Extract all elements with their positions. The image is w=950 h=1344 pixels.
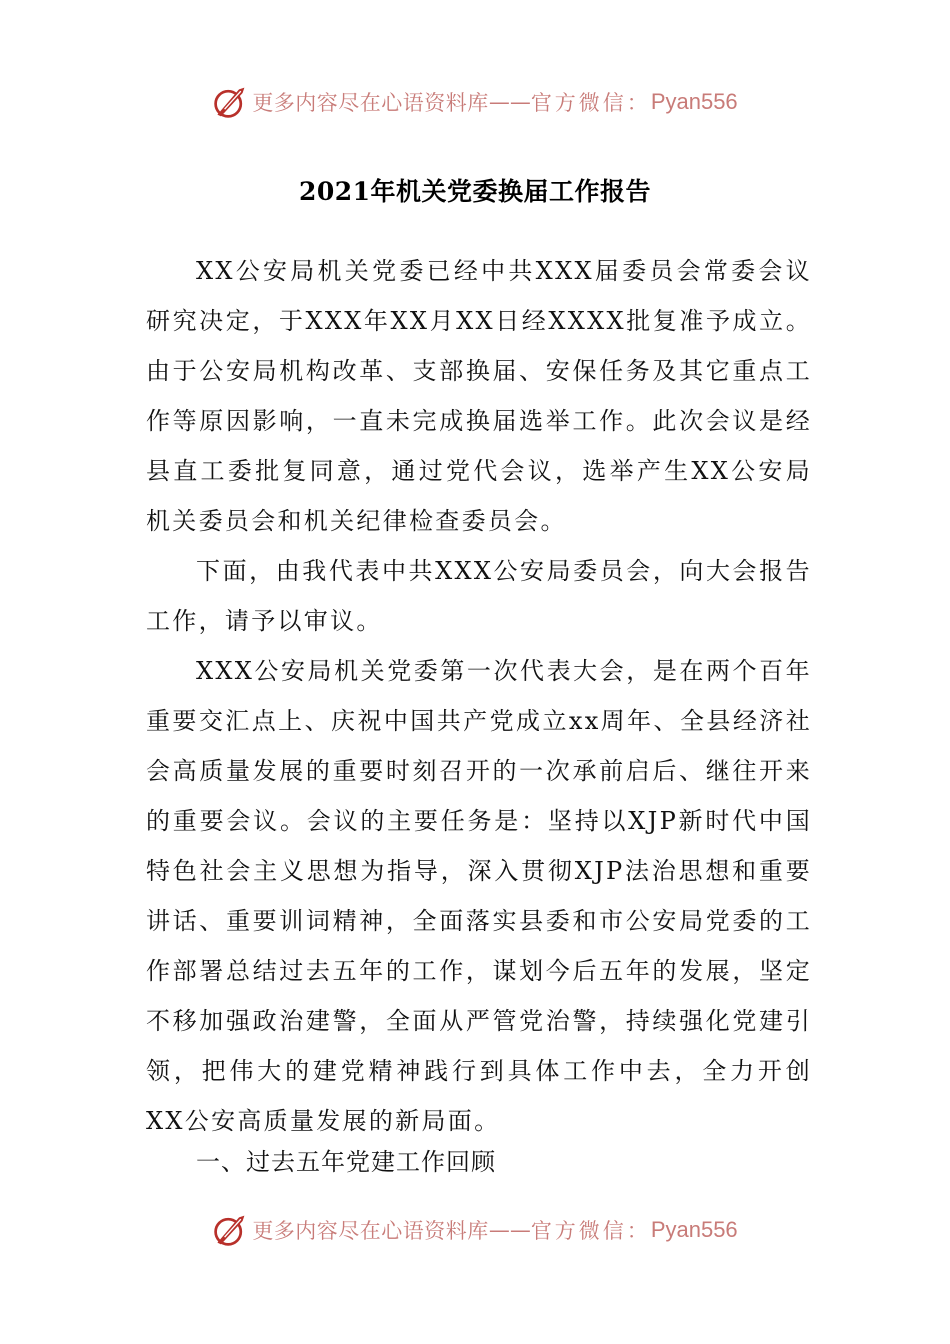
footer-watermark-banner xyxy=(0,1210,950,1250)
paragraph-2: 下面，由我代表中共XXX公安局委员会，向大会报告工作，请予以审议。 xyxy=(146,557,812,635)
document-body xyxy=(146,246,812,1146)
banner-official-label: 官方微信： xyxy=(530,1219,651,1243)
banner-dash: —— xyxy=(488,90,531,114)
paragraph-3: XXX公安局机关党委第一次代表大会，是在两个百年重要交汇点上、庆祝中国共产党成立xx周年、全县经济社会高质量发展的重要时刻召开的一次承前启后、继往开来的重要会议。会议的主要任务是：坚持以XJP新时代中国特色社会主义思想为指导，深入贯彻XJP法治思想和重要讲话、重要训词精神，全面落实县委和市公安局党委的工作部署总结过去五年的工作，谋划今后五年的发展，坚定不移加强政治建警，全面从严管党治警，持续强化党建引领，把伟大的建党精神践行到具体工作中去，全力开创XX公安高质量发展的新局面。 xyxy=(146,657,812,1135)
banner-slogan: 更多内容尽在心语资料库 xyxy=(252,1219,489,1243)
banner-wechat-id: Pyan556 xyxy=(650,1217,738,1242)
document-title: 2021年机关党委换届工作报告 xyxy=(298,177,652,206)
banner-official-label: 官方微信： xyxy=(530,91,651,115)
quill-logo-icon xyxy=(212,1212,248,1248)
header-watermark-banner xyxy=(0,82,950,122)
banner-dash: —— xyxy=(488,1218,531,1242)
banner-slogan: 更多内容尽在心语资料库 xyxy=(252,91,489,115)
banner-wechat-id: Pyan556 xyxy=(650,89,738,114)
paragraph-1: XX公安局机关党委已经中共XXX届委员会常委会议研究决定，于XXX年XX月XX日经XXXX批复准予成立。由于公安局机构改革、支部换届、安保任务及其它重点工作等原因影响，一直未完成换届选举工作。此次会议是经县直工委批复同意，通过党代会议，选举产生XX公安局机关委员会和机关纪律检查委员会。 xyxy=(146,257,812,535)
section-heading: 一、过去五年党建工作回顾 xyxy=(196,1148,496,1176)
quill-logo-icon xyxy=(212,84,248,120)
